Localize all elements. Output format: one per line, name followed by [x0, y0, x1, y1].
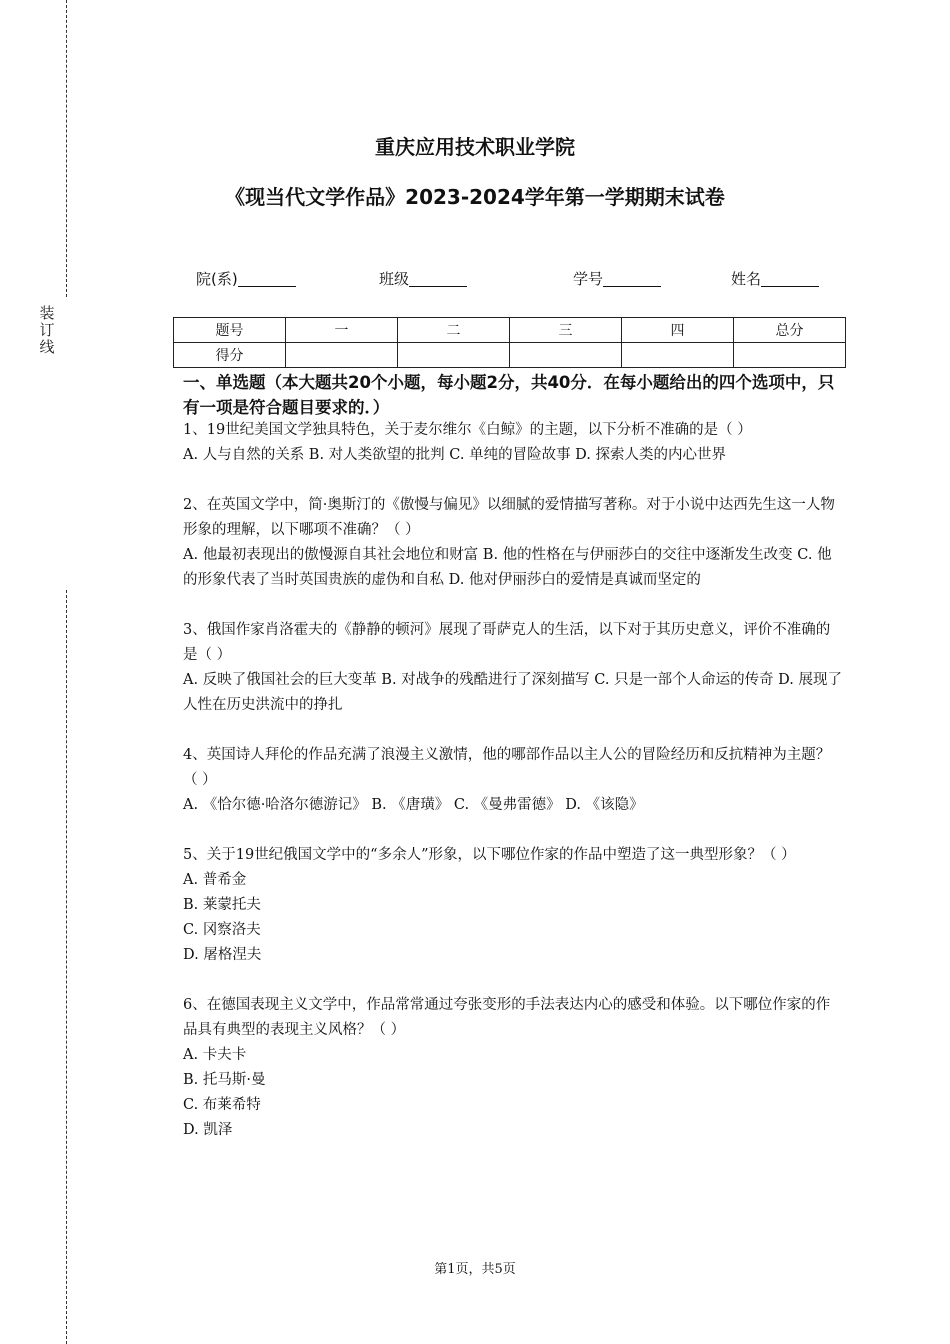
option: D. 凯泽	[183, 1122, 233, 1138]
option: A. 卡夫卡	[183, 1047, 247, 1063]
class-blank	[409, 271, 467, 287]
class-field	[379, 268, 467, 289]
student-id-blank	[603, 271, 661, 287]
table-cell: 一	[286, 318, 398, 343]
binding-label-char: 线	[39, 338, 55, 356]
option: B. 托马斯·曼	[183, 1072, 266, 1088]
question-list	[183, 418, 843, 1168]
question-6	[183, 993, 843, 1143]
score-cell	[734, 343, 846, 368]
question-stem: 3、俄国作家肖洛霍夫的《静静的顿河》展现了哥萨克人的生活，以下对于其历史意义，评价不准确的是（ ）	[183, 622, 831, 663]
question-3	[183, 618, 843, 718]
score-table-header-row	[174, 318, 846, 343]
exam-title: 《现当代文学作品》2023-2024学年第一学期期末试卷	[225, 185, 725, 209]
question-stem: 2、在英国文学中，简·奥斯汀的《傲慢与偏见》以细腻的爱情描写著称。对于小说中达西先生这一人物形象的理解，以下哪项不准确？（ ）	[183, 497, 835, 538]
score-cell	[286, 343, 398, 368]
name-blank	[761, 271, 819, 287]
score-table	[173, 317, 846, 368]
name-label: 姓名	[731, 270, 762, 288]
option: C. 布莱希特	[183, 1097, 261, 1113]
department-field	[196, 268, 296, 289]
school-name: 重庆应用技术职业学院	[375, 135, 575, 159]
question-2	[183, 493, 843, 593]
score-cell	[622, 343, 734, 368]
question-4	[183, 743, 843, 818]
question-options: A. 反映了俄国社会的巨大变革 B. 对战争的残酷进行了深刻描写 C. 只是一部个人命运的传奇 D. 展现了人性在历史洪流中的挣扎	[183, 672, 843, 713]
question-stem: 5、关于19世纪俄国文学中的“多余人”形象，以下哪位作家的作品中塑造了这一典型形象？（ ）	[183, 847, 796, 863]
question-options: A. 他最初表现出的傲慢源自其社会地位和财富 B. 他的性格在与伊丽莎白的交往中逐渐发生改变 C. 他的形象代表了当时英国贵族的虚伪和自私 D. 他对伊丽莎白的爱情是真诚而坚定的	[183, 547, 832, 588]
table-cell: 四	[622, 318, 734, 343]
question-stem: 6、在德国表现主义文学中，作品常常通过夸张变形的手法表达内心的感受和体验。以下哪位作家的作品具有典型的表现主义风格？（ ）	[183, 997, 831, 1038]
question-5	[183, 843, 843, 968]
score-cell	[398, 343, 510, 368]
score-cell	[510, 343, 622, 368]
question-options: A. 人与自然的关系 B. 对人类欲望的批判 C. 单纯的冒险故事 D. 探索人类的内心世界	[183, 447, 727, 463]
option: D. 屠格涅夫	[183, 947, 262, 963]
question-options: A. 《恰尔德·哈洛尔德游记》 B. 《唐璜》 C. 《曼弗雷德》 D. 《该隐》	[183, 797, 644, 813]
option: C. 冈察洛夫	[183, 922, 261, 938]
binding-line-bottom	[66, 590, 67, 1344]
table-cell: 题号	[174, 318, 286, 343]
section-heading: 一、单选题（本大题共20个小题，每小题2分，共40分．在每小题给出的四个选项中，只有一项是符合题目要求的．）	[183, 373, 835, 417]
student-id-field	[573, 268, 661, 289]
page-number: 第1页，共5页	[434, 1262, 516, 1277]
table-cell: 得分	[174, 343, 286, 368]
binding-label-char: 订	[39, 321, 55, 339]
question-stem: 4、英国诗人拜伦的作品充满了浪漫主义激情，他的哪部作品以主人公的冒险经历和反抗精神为主题？（ ）	[183, 747, 831, 788]
option: B. 莱蒙托夫	[183, 897, 261, 913]
table-cell: 二	[398, 318, 510, 343]
binding-label	[38, 305, 56, 356]
binding-label-char: 装	[39, 304, 55, 322]
question-stem: 1、19世纪美国文学独具特色，关于麦尔维尔《白鲸》的主题，以下分析不准确的是（ ）	[183, 422, 752, 438]
score-table-score-row	[174, 343, 846, 368]
department-blank	[238, 271, 296, 287]
class-label: 班级	[379, 270, 410, 288]
table-cell: 三	[510, 318, 622, 343]
table-cell: 总分	[734, 318, 846, 343]
department-label: 院(系)	[196, 270, 238, 288]
option: A. 普希金	[183, 872, 247, 888]
student-id-label: 学号	[573, 270, 604, 288]
name-field	[731, 268, 819, 289]
question-1	[183, 418, 843, 468]
